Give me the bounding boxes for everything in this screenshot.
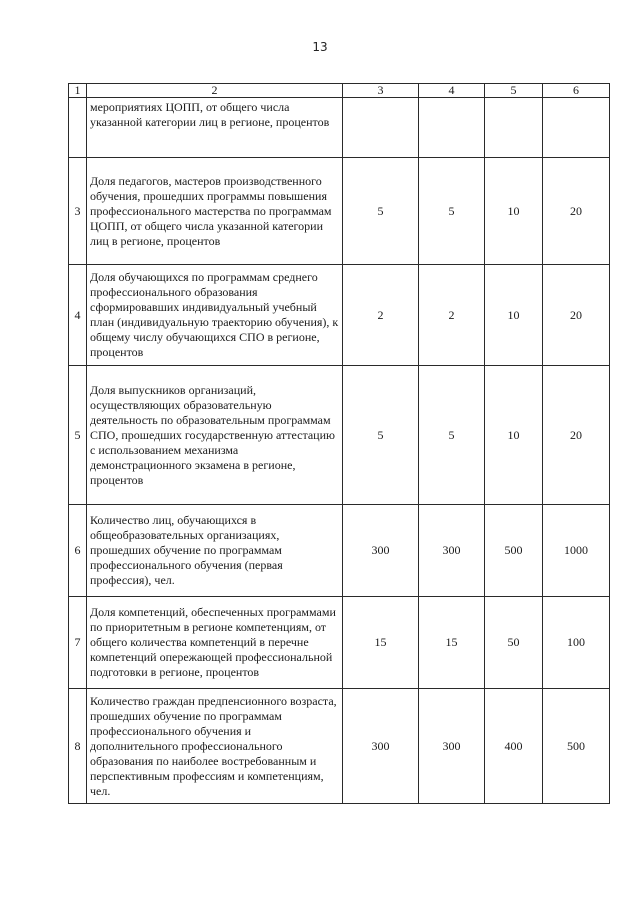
row-number: 3: [69, 158, 87, 265]
indicator-name: [87, 98, 343, 158]
indicator-name-text: Доля компетенций, обеспеченных программами по приоритетным в регионе компетенциям, от общего количества компетенций в перечне компетенций опережающей профессиональной подготовки в регионе, процентов: [90, 605, 336, 679]
indicator-name: [87, 597, 343, 689]
value-col-3: 15: [343, 597, 419, 689]
column-header-2: 2: [87, 84, 343, 98]
value-col-4: 300: [419, 689, 485, 804]
value-col-5: 10: [485, 265, 543, 366]
value-col-3: 300: [343, 505, 419, 597]
page-number: 13: [312, 40, 328, 54]
indicator-name: [87, 689, 343, 804]
table-row: [69, 265, 610, 366]
table-row: [69, 505, 610, 597]
indicators-table: [68, 83, 610, 804]
value-col-6: 20: [543, 366, 610, 505]
value-col-3: 5: [343, 366, 419, 505]
row-number: 4: [69, 265, 87, 366]
indicator-name-text: Количество лиц, обучающихся в общеобразовательных организациях, прошедших обучение по программам профессионального обучения (первая профессия), чел.: [90, 513, 283, 587]
value-col-3: 5: [343, 158, 419, 265]
indicator-name: [87, 505, 343, 597]
table-row: [69, 689, 610, 804]
value-col-4: 5: [419, 366, 485, 505]
indicator-name: [87, 158, 343, 265]
row-number: 8: [69, 689, 87, 804]
indicator-name-text: мероприятиях ЦОПП, от общего числа указанной категории лиц в регионе, процентов: [90, 100, 330, 129]
column-header-1: 1: [69, 84, 87, 98]
indicator-name: [87, 265, 343, 366]
value-col-3: 300: [343, 689, 419, 804]
value-col-3: [343, 98, 419, 158]
value-col-4: 300: [419, 505, 485, 597]
row-number: 6: [69, 505, 87, 597]
indicator-name-text: Доля обучающихся по программам среднего профессионального образования сформировавших индивидуальный учебный план (индивидуальную траекторию обучения), к общему числу обучающихся СПО в регионе, процентов: [90, 270, 339, 359]
value-col-3: 2: [343, 265, 419, 366]
column-header-5: 5: [485, 84, 543, 98]
table-row: [69, 158, 610, 265]
row-number: [69, 98, 87, 158]
column-header-4: 4: [419, 84, 485, 98]
value-col-6: [543, 98, 610, 158]
table-row: [69, 98, 610, 158]
value-col-6: 500: [543, 689, 610, 804]
value-col-4: 2: [419, 265, 485, 366]
column-header-6: 6: [543, 84, 610, 98]
value-col-5: 400: [485, 689, 543, 804]
table-header-row: [69, 84, 610, 98]
value-col-5: [485, 98, 543, 158]
value-col-5: 50: [485, 597, 543, 689]
value-col-5: 10: [485, 366, 543, 505]
indicator-name-text: Доля педагогов, мастеров производственного обучения, прошедших программы повышения профессионального мастерства по программам ЦОПП, от общего числа указанной категории лиц в регионе, процентов: [90, 173, 332, 248]
value-col-5: 500: [485, 505, 543, 597]
value-col-6: 20: [543, 265, 610, 366]
row-number: 7: [69, 597, 87, 689]
column-header-3: 3: [343, 84, 419, 98]
value-col-4: 5: [419, 158, 485, 265]
value-col-4: 15: [419, 597, 485, 689]
value-col-6: 100: [543, 597, 610, 689]
value-col-6: 20: [543, 158, 610, 265]
table-row: [69, 597, 610, 689]
row-number: 5: [69, 366, 87, 505]
indicator-name-text: Количество граждан предпенсионного возраста, прошедших обучение по программам профессионального обучения и дополнительного профессионального образования по наиболее востребованным и перспективным профессиям и компетенциям, чел.: [90, 693, 337, 798]
value-col-4: [419, 98, 485, 158]
indicator-name: [87, 366, 343, 505]
table-row: [69, 366, 610, 505]
value-col-5: 10: [485, 158, 543, 265]
indicator-name-text: Доля выпускников организаций, осуществляющих образовательную деятельность по образовательным программам СПО, прошедших государственную аттестацию с использованием механизма демонстрационного экзамена в регионе, процентов: [90, 382, 335, 487]
value-col-6: 1000: [543, 505, 610, 597]
